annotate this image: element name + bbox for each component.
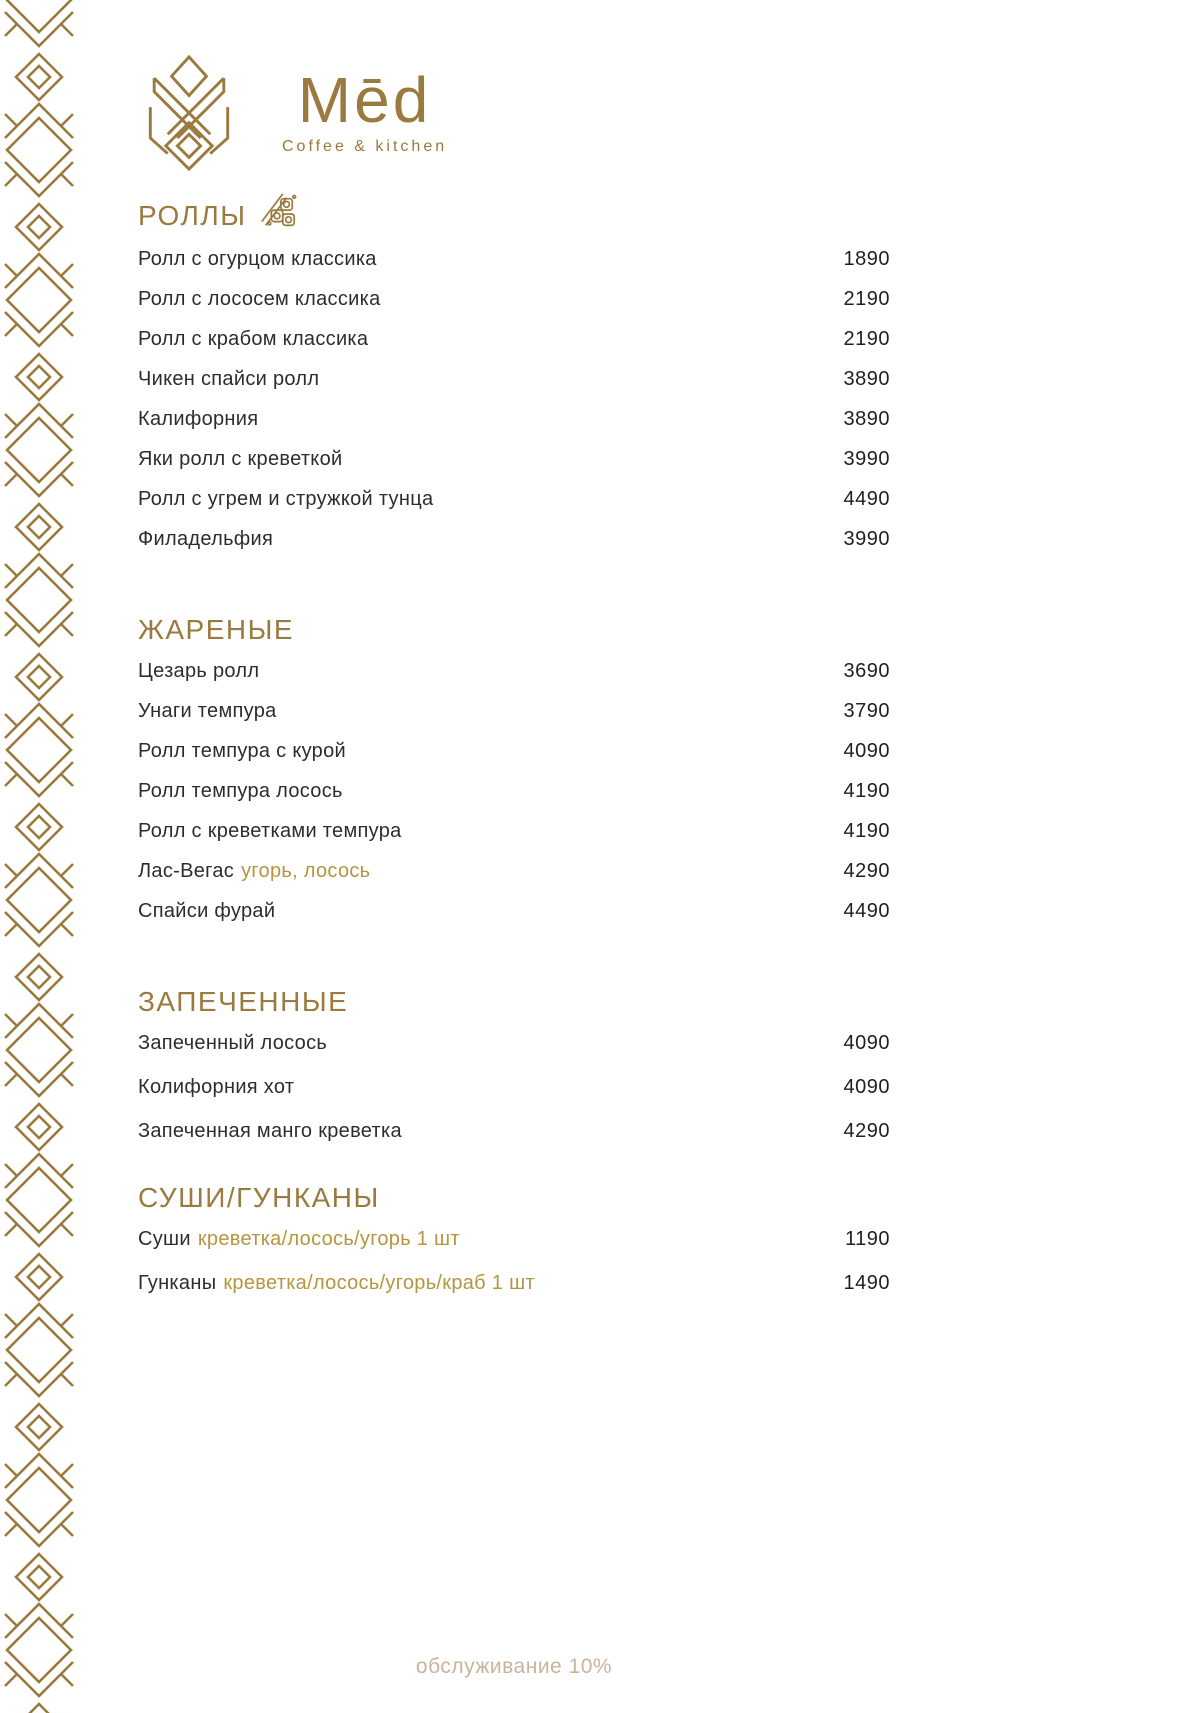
section-items	[138, 248, 890, 568]
menu-item	[138, 660, 890, 700]
sushi-icon	[257, 192, 299, 234]
menu-item-label	[138, 248, 377, 271]
menu-item-name: Запеченный лосось	[138, 1032, 328, 1054]
menu-item-label	[138, 1032, 327, 1055]
menu-item-name: Унаги темпура	[138, 700, 277, 722]
section-items	[138, 660, 890, 940]
menu-item-label	[138, 900, 275, 923]
menu-item-price: 1190	[844, 1228, 890, 1250]
menu-item-label	[138, 740, 346, 763]
menu-sections	[138, 198, 890, 1316]
brand-tagline: Coffee & kitchen	[282, 138, 448, 155]
section-title-label: ЗАПЕЧЕННЫЕ	[138, 986, 349, 1017]
brand-name: Mēd	[297, 64, 432, 136]
menu-item-name: Ролл с угрем и стружкой тунца	[138, 488, 434, 510]
menu-item-label	[138, 860, 370, 883]
menu-item-label	[138, 820, 402, 843]
section-title-label: ЖАРЕНЫЕ	[138, 614, 295, 645]
menu-item-label	[138, 1228, 460, 1251]
menu-item-name: Яки ролл с креветкой	[138, 448, 343, 470]
menu-item	[138, 740, 890, 780]
menu-item-name: Чикен спайси ролл	[138, 368, 320, 390]
menu-item-price: 4190	[843, 780, 890, 802]
menu-item-name: Спайси фурай	[138, 900, 276, 922]
menu-item-price: 2190	[843, 328, 890, 350]
menu-section	[138, 614, 890, 940]
menu-item	[138, 488, 890, 528]
menu-item-label	[138, 368, 319, 391]
brand-wordmark	[282, 64, 448, 156]
menu-item-detail: угорь, лосось	[241, 860, 371, 882]
section-title	[138, 614, 890, 646]
brand-logo-icon	[138, 53, 240, 171]
menu-item-price: 3890	[843, 368, 890, 390]
menu-item	[138, 860, 890, 900]
menu-item-price: 3990	[843, 448, 890, 470]
menu-item-name: Ролл с креветками темпура	[138, 820, 402, 842]
menu-item-label	[138, 448, 342, 471]
menu-item-price: 4190	[843, 820, 890, 842]
section-title-label: СУШИ/ГУНКАНЫ	[138, 1182, 380, 1213]
menu-item-label	[138, 408, 258, 431]
menu-item-name: Филадельфия	[138, 528, 274, 550]
service-charge-note: обслуживание 10%	[415, 1655, 613, 1678]
menu-item	[138, 1272, 890, 1316]
menu-section	[138, 986, 890, 1164]
menu-item-label	[138, 1076, 294, 1099]
menu-item-price: 4290	[843, 860, 890, 882]
menu-item-label	[138, 780, 343, 803]
menu-item-label	[138, 700, 277, 723]
menu-section	[138, 1182, 890, 1316]
menu-item	[138, 900, 890, 940]
menu-item-detail: креветка/лосось/угорь/краб 1 шт	[223, 1272, 535, 1294]
section-title	[138, 198, 890, 234]
menu-item-name: Запеченная манго креветка	[138, 1120, 402, 1142]
menu-item-label	[138, 528, 273, 551]
menu-item-name: Колифорния хот	[138, 1076, 295, 1098]
menu-item	[138, 1032, 890, 1076]
menu-item	[138, 1120, 890, 1164]
menu-item-name: Калифорния	[138, 408, 259, 430]
section-title-label: РОЛЛЫ	[138, 200, 247, 231]
menu-item	[138, 368, 890, 408]
menu-item-price: 4490	[843, 488, 890, 510]
menu-item-price: 4290	[843, 1120, 890, 1142]
menu-item-name: Ролл с крабом классика	[138, 328, 369, 350]
brand-header	[138, 52, 890, 172]
menu-item-label	[138, 328, 368, 351]
section-title	[138, 1182, 890, 1214]
menu-item	[138, 288, 890, 328]
menu-item-label	[138, 288, 381, 311]
menu-section	[138, 198, 890, 568]
ornament-border	[2, 0, 76, 1713]
menu-item	[138, 820, 890, 860]
menu-item-name: Гунканы	[138, 1272, 217, 1294]
menu-item-price: 4490	[843, 900, 890, 922]
menu-item-label	[138, 488, 433, 511]
menu-item-price: 4090	[843, 740, 890, 762]
menu-item-price: 1890	[843, 248, 890, 270]
section-items	[138, 1228, 890, 1316]
menu-item-price: 3890	[843, 408, 890, 430]
menu-item-name: Лас-Вегас	[138, 860, 235, 882]
menu-item-price: 3990	[843, 528, 890, 550]
menu-item-price: 4090	[843, 1032, 890, 1054]
menu-item-price: 4090	[843, 1076, 890, 1098]
menu-item	[138, 528, 890, 568]
menu-item-name: Ролл с огурцом классика	[138, 248, 377, 270]
menu-item-price: 3790	[843, 700, 890, 722]
menu-item	[138, 248, 890, 288]
menu-item-label	[138, 660, 259, 683]
menu-item-name: Цезарь ролл	[138, 660, 260, 682]
menu-item-label	[138, 1120, 402, 1143]
menu-item-name: Ролл темпура лосось	[138, 780, 343, 802]
menu-item	[138, 1076, 890, 1120]
menu-item-label	[138, 1272, 535, 1295]
menu-item-name: Суши	[138, 1228, 191, 1250]
menu-item-detail: креветка/лосось/угорь 1 шт	[197, 1228, 460, 1250]
menu-item-price: 1490	[843, 1272, 890, 1294]
menu-item-name: Ролл темпура с курой	[138, 740, 346, 762]
menu-item	[138, 700, 890, 740]
section-items	[138, 1032, 890, 1164]
menu-item	[138, 780, 890, 820]
menu-item-price: 2190	[843, 288, 890, 310]
menu-page	[138, 0, 890, 1316]
section-title	[138, 986, 890, 1018]
menu-item	[138, 1228, 890, 1272]
menu-item-price: 3690	[843, 660, 890, 682]
menu-item	[138, 408, 890, 448]
menu-item	[138, 448, 890, 488]
menu-item	[138, 328, 890, 368]
menu-item-name: Ролл с лососем классика	[138, 288, 381, 310]
